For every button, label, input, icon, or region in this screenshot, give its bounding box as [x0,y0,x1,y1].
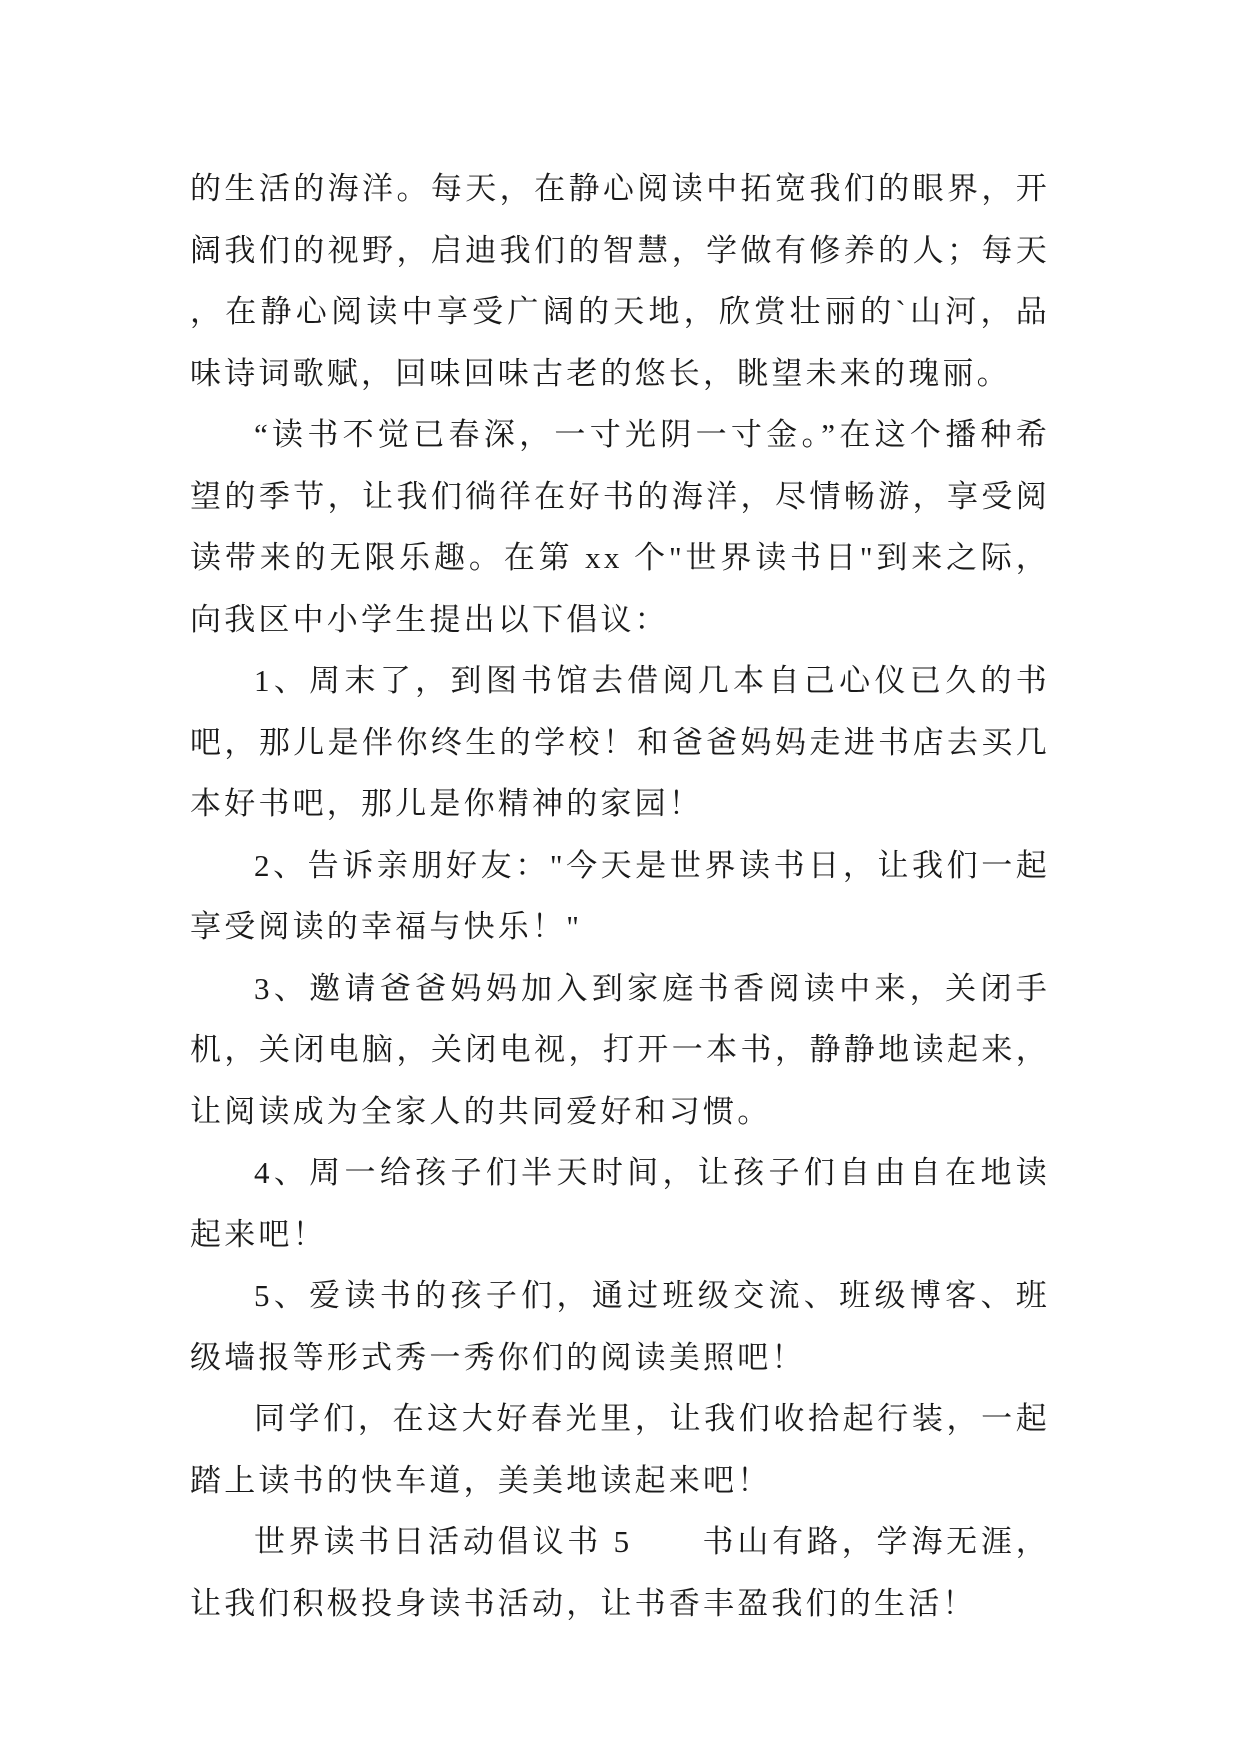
paragraph-1: 的生活的海洋。每天，在静心阅读中拓宽我们的眼界，开阔我们的视野，启迪我们的智慧，学做有修养的人；每天，在静心阅读中享受广阔的天地，欣赏壮丽的`山河，品味诗词歌赋，回味回味古老的悠长，眺望未来的瑰丽。 [190,171,1050,391]
paragraph-5: 3、邀请爸爸妈妈加入到家庭书香阅读中来，关闭手机，关闭电脑，关闭电视，打开一本书，静静地读起来，让阅读成为全家人的共同爱好和习惯。 [190,970,1050,1129]
paragraph-3: 1、周末了，到图书馆去借阅几本自己心仪已久的书吧，那儿是伴你终生的学校！和爸爸妈妈走进书店去买几本好书吧，那儿是你精神的家园！ [190,663,1050,821]
document-body [190,158,1050,1634]
paragraph-4: 2、告诉亲朋好友："今天是世界读书日，让我们一起享受阅读的幸福与快乐！" [190,847,1050,944]
paragraph-2: “读书不觉已春深，一寸光阴一寸金。”在这个播种希望的季节，让我们徜徉在好书的海洋，尽情畅游，享受阅读带来的无限乐趣。在第 xx 个"世界读书日"到来之际，向我区中小学生提出以下倡议： [190,417,1050,637]
paragraph-9: 世界读书日活动倡议书 5 书山有路，学海无涯，让我们积极投身读书活动，让书香丰盈我们的生活！ [190,1524,1050,1621]
paragraph-7: 5、爱读书的孩子们，通过班级交流、班级博客、班级墙报等形式秀一秀你们的阅读美照吧！ [190,1278,1050,1375]
paragraph-8: 同学们，在这大好春光里，让我们收拾起行装，一起踏上读书的快车道，美美地读起来吧！ [190,1401,1050,1498]
paragraph-6: 4、周一给孩子们半天时间，让孩子们自由自在地读起来吧！ [190,1155,1050,1252]
